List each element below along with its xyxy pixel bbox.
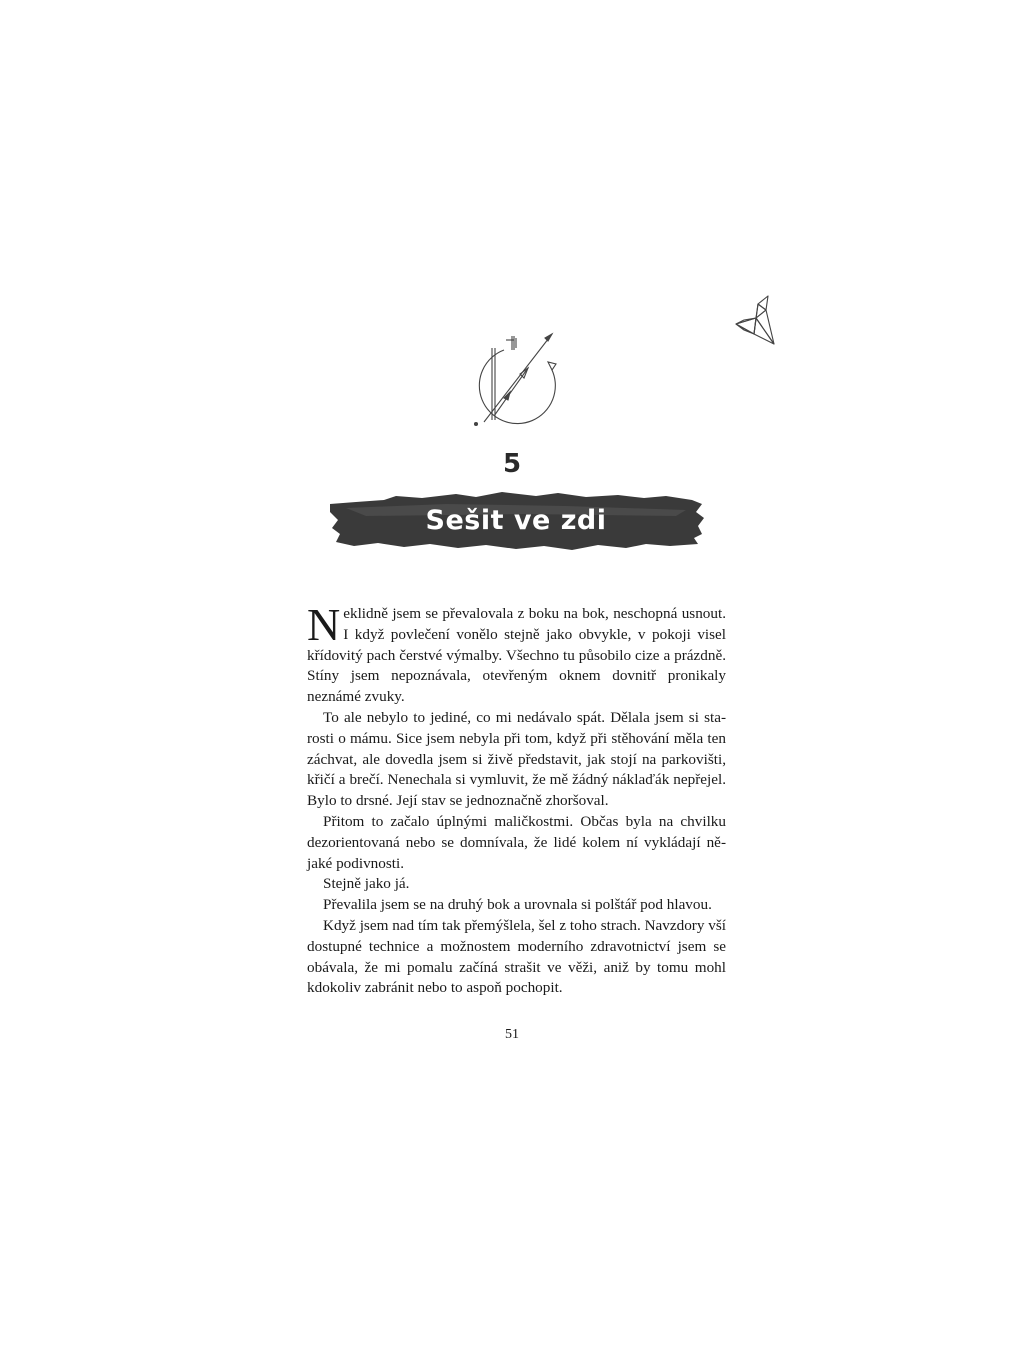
- chapter-body: [307, 599, 726, 999]
- chapter-number: 5: [502, 449, 522, 479]
- paragraph: Převalila jsem se na druhý bok a urovnala si polštář pod hlavou.: [323, 896, 712, 914]
- paragraph: Když jsem nad tím tak přemýšlela, šel z toho strach. Navzdory vší dostupné technice a možnostem moderního zdravotnictví jsem se obávala, že mi pomalu začíná strašit ve věži, aniž by tomu mohl kdokoliv zabránit nebo to aspoň pochopit.: [307, 916, 726, 997]
- compass-arrows-icon: [468, 328, 564, 428]
- page-number: 51: [505, 1027, 519, 1042]
- chapter-title-banner: [326, 490, 706, 552]
- paragraph: To ale nebylo to jediné, co mi nedávalo spát. Dělala jsem si starosti o mámu. Sice jsem nebyla při tom, když při stěhování měla ten záchvat, ale dovedla jsem si živě představit, jak stojí na parkovišti, křičí a brečí. Nenechala si vymluvit, že mě žádný náklaďák nepřejel. Bylo to drsné. Její stav se jednoznačně zhoršoval.: [307, 708, 726, 810]
- paragraph: Přitom to začalo úplnými maličkostmi. Občas byla na chvilku dezorientovaná nebo se domnívala, že lidé kolem ní vykládají nějaké podivnosti.: [307, 812, 726, 872]
- paragraph: [307, 599, 726, 708]
- first-paragraph-text: eklidně jsem se převalovala z boku na bok, neschopná usnout. I když povlečení vonělo stejně jako obvykle, v pokoji visel křídovitý pach čerstvé výmalby. Všechno tu působilo cize a prázdně. Stíny jsem nepoznávala, otevřeným oknem dovnitř pronikaly neznámé zvuky.: [307, 605, 726, 706]
- origami-bird-icon: [730, 294, 778, 348]
- chapter-title: Sešit ve zdi: [425, 505, 607, 536]
- paragraph: Stejně jako já.: [323, 875, 410, 893]
- drop-cap: N: [307, 599, 341, 650]
